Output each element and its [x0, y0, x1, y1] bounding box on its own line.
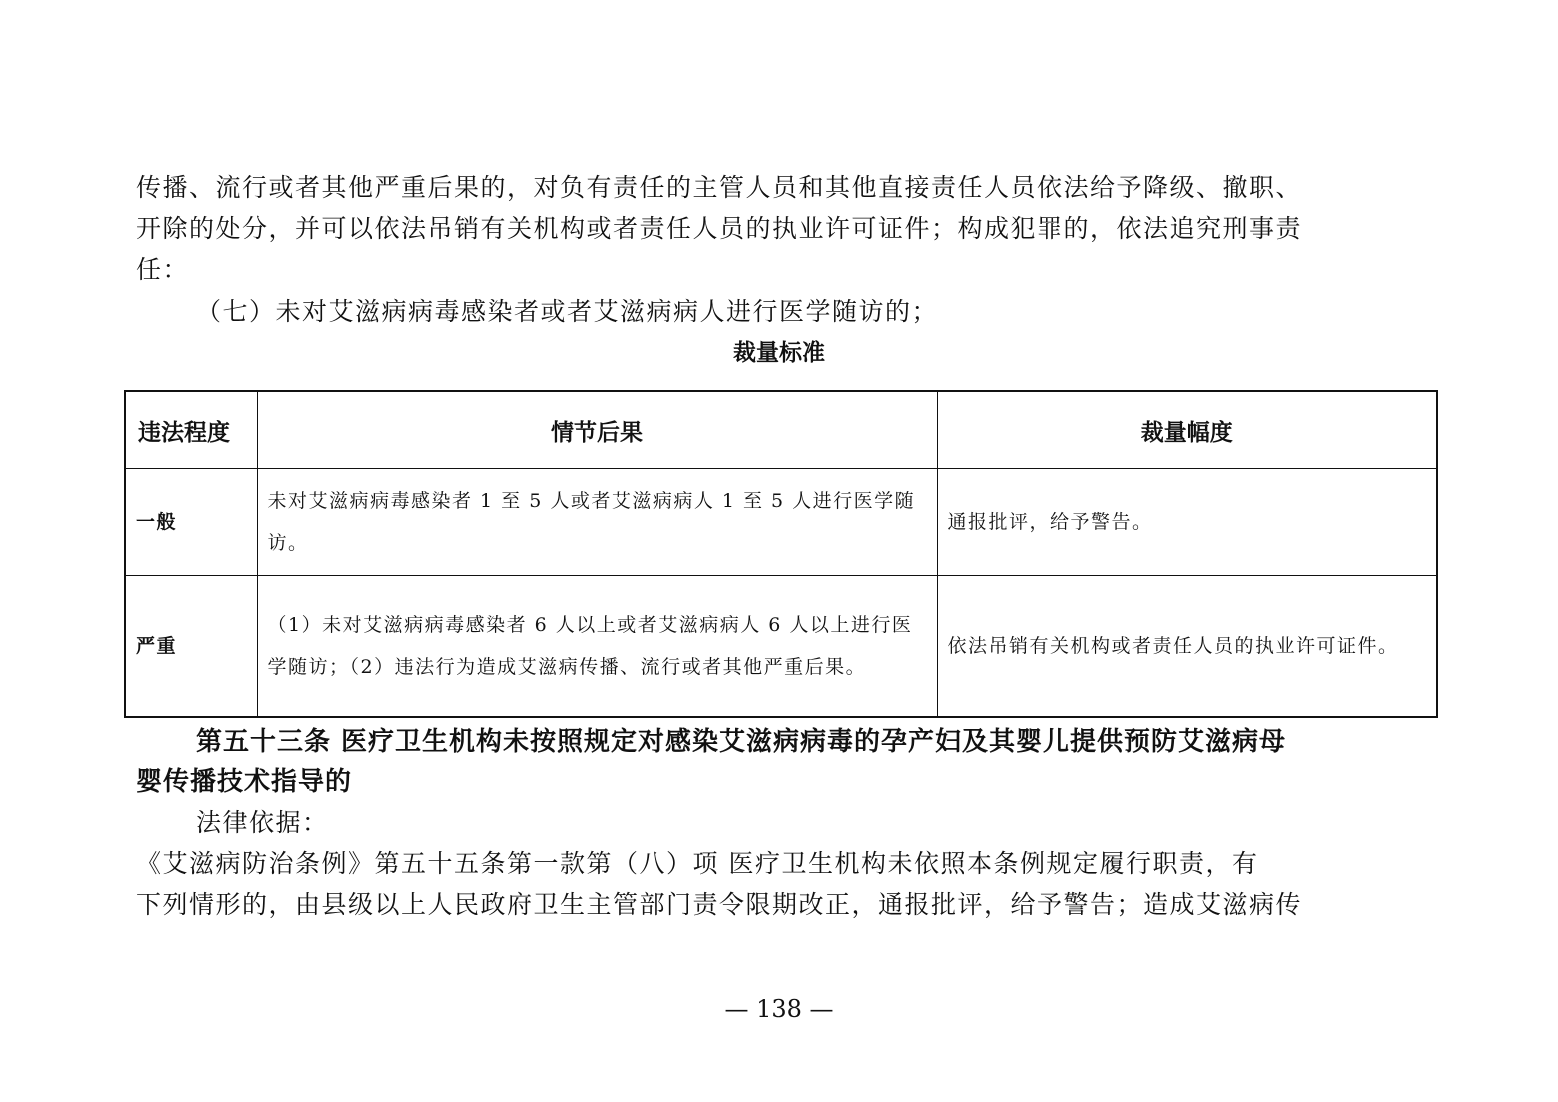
row-level: 严重	[125, 576, 257, 718]
table-row	[125, 576, 1437, 718]
row-level: 一般	[125, 469, 257, 576]
table-header-row	[125, 391, 1437, 469]
row-penalty: 通报批评，给予警告。	[937, 469, 1437, 576]
row-consequence: （1）未对艾滋病病毒感染者 6 人以上或者艾滋病病人 6 人以上进行医学随访；（2）违法行为造成艾滋病传播、流行或者其他严重后果。	[257, 576, 937, 718]
page-number: — 138 —	[724, 995, 834, 1023]
row-consequence: 未对艾滋病病毒感染者 1 至 5 人或者艾滋病病人 1 至 5 人进行医学随访。	[257, 469, 937, 576]
table-row	[125, 469, 1437, 576]
table-title: 裁量标准	[733, 340, 825, 366]
header-consequence: 情节后果	[257, 391, 937, 469]
row-penalty: 依法吊销有关机构或者责任人员的执业许可证件。	[937, 576, 1437, 718]
paragraph-line-2: 开除的处分，并可以依法吊销有关机构或者责任人员的执业许可证件；构成犯罪的，依法追究刑事责	[136, 214, 1303, 243]
article-heading-line-2: 婴传播技术指导的	[136, 767, 353, 797]
article-heading-line-1: 第五十三条 医疗卫生机构未按照规定对感染艾滋病病毒的孕产妇及其婴儿提供预防艾滋病母	[196, 727, 1287, 757]
paragraph-line-1: 传播、流行或者其他严重后果的，对负有责任的主管人员和其他直接责任人员依法给予降级、撤职、	[136, 173, 1303, 202]
legal-basis-line-2: 下列情形的，由县级以上人民政府卫生主管部门责令限期改正，通报批评，给予警告；造成艾滋病传	[136, 890, 1303, 919]
item-seven: （七）未对艾滋病病毒感染者或者艾滋病病人进行医学随访的；	[196, 297, 939, 326]
standards-table	[124, 390, 1438, 718]
legal-basis-line-1: 《艾滋病防治条例》第五十五条第一款第（八）项 医疗卫生机构未依照本条例规定履行职责，有	[136, 849, 1259, 878]
paragraph-line-3: 任：	[136, 255, 190, 284]
legal-basis-label: 法律依据：	[196, 808, 329, 837]
header-violation-level: 违法程度	[125, 391, 257, 469]
header-penalty: 裁量幅度	[937, 391, 1437, 469]
